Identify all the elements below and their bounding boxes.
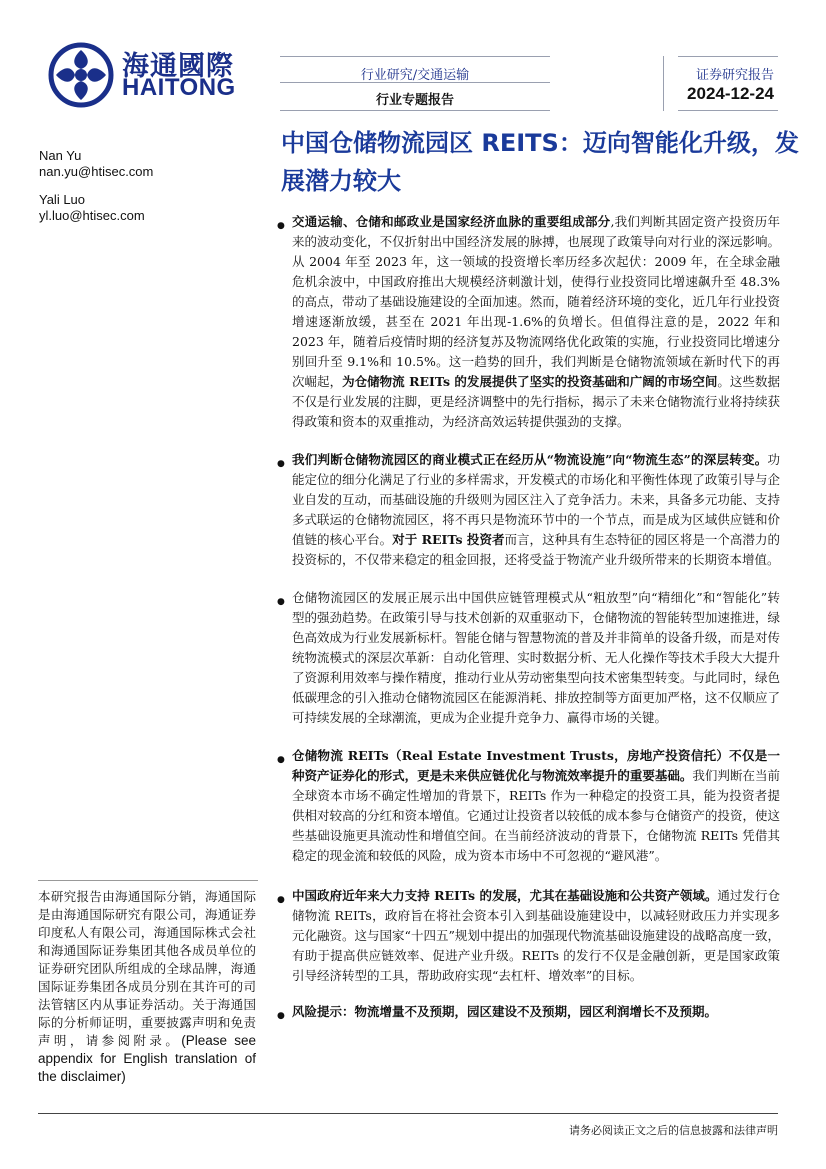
key-point-text: 功能定位的细分化满足了行业的多样需求，开发模式的市场化和平衡性体现了政策引导与企业自发的互动，而基础设施的升级则为园区注入了竞争活力。未来，具备多元功能、支持多式联运的仓储物流园区，将不再只是物流环节中的一个节点，而是成为区域供应链和价值链的核心平台。 (292, 452, 780, 547)
header-rule-top (280, 56, 550, 57)
key-points-list (274, 212, 780, 1022)
key-point (274, 212, 780, 432)
key-point-lead: 仓储物流 REITs（Real Estate Investment Trusts，房地产投资信托）不仅是一种资产证券化的形式，更是未来供应链优化与物流效率提升的重要基础。 (292, 748, 780, 783)
report-type: 行业专题报告 (375, 93, 454, 108)
key-point-text: 仓储物流园区的发展正展示出中国供应链管理模式从“粗放型”向“精细化”和“智能化”转型的强劲趋势。在政策引导与技术创新的双重驱动下，仓储物流的智能转型加速推进，绿色高效成为行业发展新标杆。智能仓储与智慧物流的普及并非简单的设备升级，而是对传统物流模式的深层次革新：自动化管理、实时数据分析、无人化操作等技术手段大大提升了资源利用效率与操作精度，推动行业从劳动密集型向技术密集型转变。与此同时，绿色低碳理念的引入推动仓储物流园区在能源消耗、排放控制等方面更加严格，这不仅顺应了可持续发展的全球潮流，更成为企业提升竞争力、赢得市场的关键。 (292, 590, 780, 725)
header-rule-bottom (280, 110, 550, 111)
footer-rule (38, 1113, 778, 1114)
header-divider (663, 56, 664, 111)
bullet-icon: ● (277, 1011, 285, 1021)
key-point-text: 。这些数据不仅是行业发展的注脚，更是经济调整中的先行指标，揭示了未来仓储物流行业将持续获得政策和资本的双重推动，为经济高效运转提供强劲的支撑。 (292, 374, 780, 429)
analyst-name: Nan Yu (39, 148, 82, 163)
key-point-emphasis: 为仓储物流 REITs 的发展提供了坚实的投资基础和广阔的市场空间 (342, 374, 718, 389)
report-label: 证券研究报告 (695, 68, 774, 83)
key-point-text: 而言，这种具有生态特征的园区将是一个高潜力的投资标的，不仅带来稳定的租金回报，还将受益于物流产业升级所带来的长期资本增值。 (292, 532, 780, 567)
key-point (274, 588, 780, 728)
analyst-email[interactable]: nan.yu@htisec.com (39, 164, 154, 179)
bullet-icon: ● (277, 895, 285, 905)
key-point-emphasis: 对于 REITs 投资者 (392, 532, 505, 547)
logo-english-name: HAITONG (122, 74, 236, 101)
key-point (274, 746, 780, 866)
key-point-lead: 我们判断仓储物流园区的商业模式正在经历从“物流设施”向“物流生态”的深层转变。 (292, 452, 768, 467)
bullet-icon: ● (277, 755, 285, 765)
header-rule-right-top (678, 56, 778, 57)
logo-chinese-name: 海通國際 (122, 51, 234, 82)
report-title: 中国仓储物流园区 REITS：迈向智能化升级，发展潜力较大 (281, 129, 799, 195)
key-point (274, 886, 780, 986)
report-category: 行业研究/交通运输 (360, 68, 470, 83)
bullet-icon: ● (277, 221, 285, 231)
bullet-icon: ● (277, 597, 285, 607)
disclaimer-block (38, 888, 256, 1086)
disclaimer-text: 本研究报告由海通国际分销，海通国际是由海通国际研究有限公司，海通证券印度私人有限公司，海通国际株式会社和海通国际证券集团其他各成员单位的证券研究团队所组成的全球品牌，海通国际证券集团各成员分别在其许可的司法管辖区内从事证券活动。关于海通国际的分析师证明，重要披露声明和免责声明，请参阅附录。 (38, 889, 256, 1048)
analyst-block (39, 192, 145, 224)
report-date: 2024-12-24 (687, 84, 774, 103)
key-point-lead: 交通运输、仓储和邮政业是国家经济血脉的重要组成部分 (292, 214, 611, 229)
key-point-risk (274, 1002, 780, 1022)
haitong-emblem-icon (48, 42, 114, 108)
analyst-email[interactable]: yl.luo@htisec.com (39, 208, 145, 223)
key-point-text: ,我们判断其固定资产投资历年来的波动变化，不仅折射出中国经济发展的脉搏，也展现了政策导向对行业的深远影响。从 2004 年至 2023 年，这一领域的投资增长率历经多次起伏：2009 年，在全球金融危机余波中，中国政府推出大规模经济刺激计划，使得行业投资同比增速飙升至 48.3%的高点，带动了基础设施建设的全面加速。然而，随着经济环境的变化，近几年行业投资增速逐渐放缓，甚至在 2021 年出现-1.6%的负增长。但值得注意的是，2022 年和 2023 年，随着后疫情时期的经济复苏及物流网络优化政策的实施，行业投资同比增速分别回升至 9.1%和 10.5%。这一趋势的回升，我们判断是仓储物流领域在新时代下的再次崛起， (292, 214, 780, 389)
header-rule-right-bottom (678, 110, 778, 111)
key-point (274, 450, 780, 570)
analyst-block (39, 148, 153, 180)
haitong-logo (48, 42, 248, 102)
risk-warning: 风险提示：物流增量不及预期，园区建设不及预期，园区利润增长不及预期。 (292, 1004, 718, 1019)
key-point-text: 我们判断在当前全球资本市场不确定性增加的背景下，REITs 作为一种稳定的投资工具，能为投资者提供相对较高的分红和资本增值。它通过让投资者以较低的成本参与仓储资产的投资，使这些基础设施更具流动性和增值空间。在当前经济波动的背景下，仓储物流 REITs 凭借其稳定的现金流和较低的风险，成为资本市场中不可忽视的“避风港”。 (292, 768, 780, 863)
disclaimer-english: (Please see appendix for English translation of the disclaimer) (38, 1033, 256, 1084)
key-point-text: 通过发行仓储物流 REITs，政府旨在将社会资本引入到基础设施建设中，以减轻财政压力并实现多元化融资。这与国家“十四五”规划中提出的加强现代物流基础设施建设的战略高度一致，有助于提高供应链效率、促进产业升级。REITs 的发行不仅是金融创新，更是国家政策引导经济转型的工具，帮助政府实现“去杠杆、增效率”的目标。 (292, 888, 780, 983)
bullet-icon: ● (277, 459, 285, 469)
key-point-lead: 中国政府近年来大力支持 REITs 的发展，尤其在基础设施和公共资产领域。 (292, 888, 718, 903)
footer-notice: 请务必阅读正文之后的信息披露和法律声明 (569, 1124, 778, 1137)
disclaimer-divider (38, 880, 258, 881)
analyst-name: Yali Luo (39, 192, 86, 207)
